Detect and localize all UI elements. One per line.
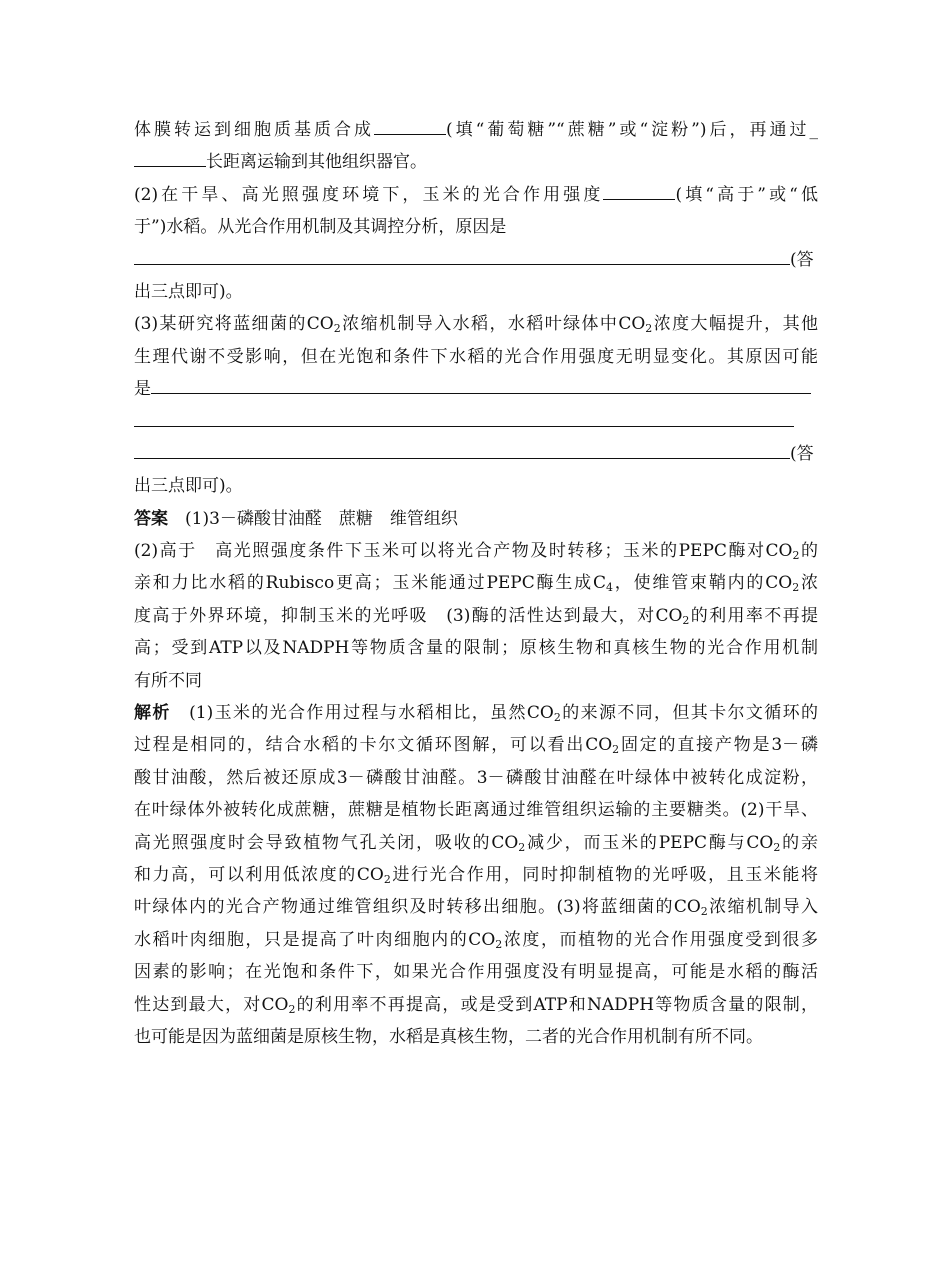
question-2-line-2: 于”)水稻。从光合作用机制及其调控分析，原因是 [134,217,507,238]
analysis-line-7: 叶绿体内的光合产物通过维管组织及时转移出细胞。(3)将蓝细菌的$CO_2$浓缩机制导入 [134,897,819,919]
question-line-1: 体膜转运到细胞质基质合成 (填“葡萄糖”“蔗糖”或“淀粉”)后，再通过_ [134,114,818,146]
question-2-answer-line: (答 [134,244,818,276]
analysis-line-11: 也可能是因为蓝细菌是原核生物，水稻是真核生物，二者的光合作用机制有所不同。 [134,1026,763,1047]
analysis-line-10: 性达到最大，对$CO_2$的利用率不再提高，或是受到ATP和NADPH等物质含量的限制， [134,994,818,1016]
question-3-answer-line-2 [134,406,818,438]
question-line-2: 长距离运输到其他组织器官。 [134,146,818,178]
answer-line-2: (2)高于 高光照强度条件下玉米可以将光合产物及时转移；玉米的PEPC酶对$CO_2$的 [134,541,819,563]
analysis-label: 解析 [134,703,171,724]
question-2-line-1: (2)在干旱、高光照强度环境下，玉米的光合作用强度 (填“高于”或“低 [134,179,818,211]
analysis-line-3: 酸甘油酸，然后被还原成3－磷酸甘油醛。3－磷酸甘油醛在叶绿体中被转化成淀粉， [134,767,818,788]
analysis-line-6: 和力高，可以利用低浓度的$CO_2$进行光合作用，同时抑制植物的光呼吸，且玉米能将 [134,864,819,886]
answer-blank [134,146,206,167]
answer-label: 答案 [134,508,168,529]
analysis-line-5: 高光照强度时会导致植物气孔关闭，吸收的$CO_2$减少，而玉米的PEPC酶与$CO_2$的亲 [134,832,818,854]
answer-line-4: 度高于外界环境，抑制玉米的光呼吸 (3)酶的活性达到最大，对$CO_2$的利用率不再提 [134,605,818,627]
answer-blank-long [151,373,811,394]
answer-blank [603,179,675,200]
answer-blank-long [134,438,790,459]
analysis-line-1: 解析 (1)玉米的光合作用过程与水稻相比，虽然$CO_2$的来源不同，但其卡尔文循环的 [134,703,819,725]
question-3-line-3: 是 [134,373,818,405]
answer-line-5: 高；受到ATP以及NADPH等物质含量的限制；原核生物和真核生物的光合作用机制 [134,638,818,659]
analysis-line-9: 因素的影响；在光饱和条件下，如果光合作用强度没有明显提高，可能是水稻的酶活 [134,962,818,983]
answer-line-1: 答案 (1)3－磷酸甘油醛 蔗糖 维管组织 [134,508,458,529]
answer-blank-long [134,406,794,427]
answer-blank-long [134,244,790,265]
answer-line-6: 有所不同 [134,670,202,691]
question-3-answer-line-3: (答 [134,438,818,470]
answer-line-3: 亲和力比水稻的Rubisco更高；玉米能通过PEPC酶生成$C_4$，使维管束鞘内的$CO_2$浓 [134,573,818,595]
question-3-line-1: (3)某研究将蓝细菌的$CO_2$浓缩机制导入水稻，水稻叶绿体中$CO_2$浓度大幅提升，其他 [134,314,819,336]
analysis-line-4: 在叶绿体外被转化成蔗糖，蔗糖是植物长距离通过维管组织运输的主要糖类。(2)干旱、 [134,800,818,821]
analysis-line-8: 水稻叶肉细胞，只是提高了叶肉细胞内的$CO_2$浓度，而植物的光合作用强度受到很多 [134,929,819,951]
question-3-line-2: 生理代谢不受影响，但在光饱和条件下水稻的光合作用强度无明显变化。其原因可能 [134,346,818,367]
document-page [134,114,818,1053]
question-3-note: 出三点即可)。 [134,476,243,497]
question-2-note: 出三点即可)。 [134,281,243,302]
answer-blank [374,114,446,135]
analysis-line-2: 过程是相同的，结合水稻的卡尔文循环图解，可以看出$CO_2$固定的直接产物是3－磷 [134,735,818,757]
